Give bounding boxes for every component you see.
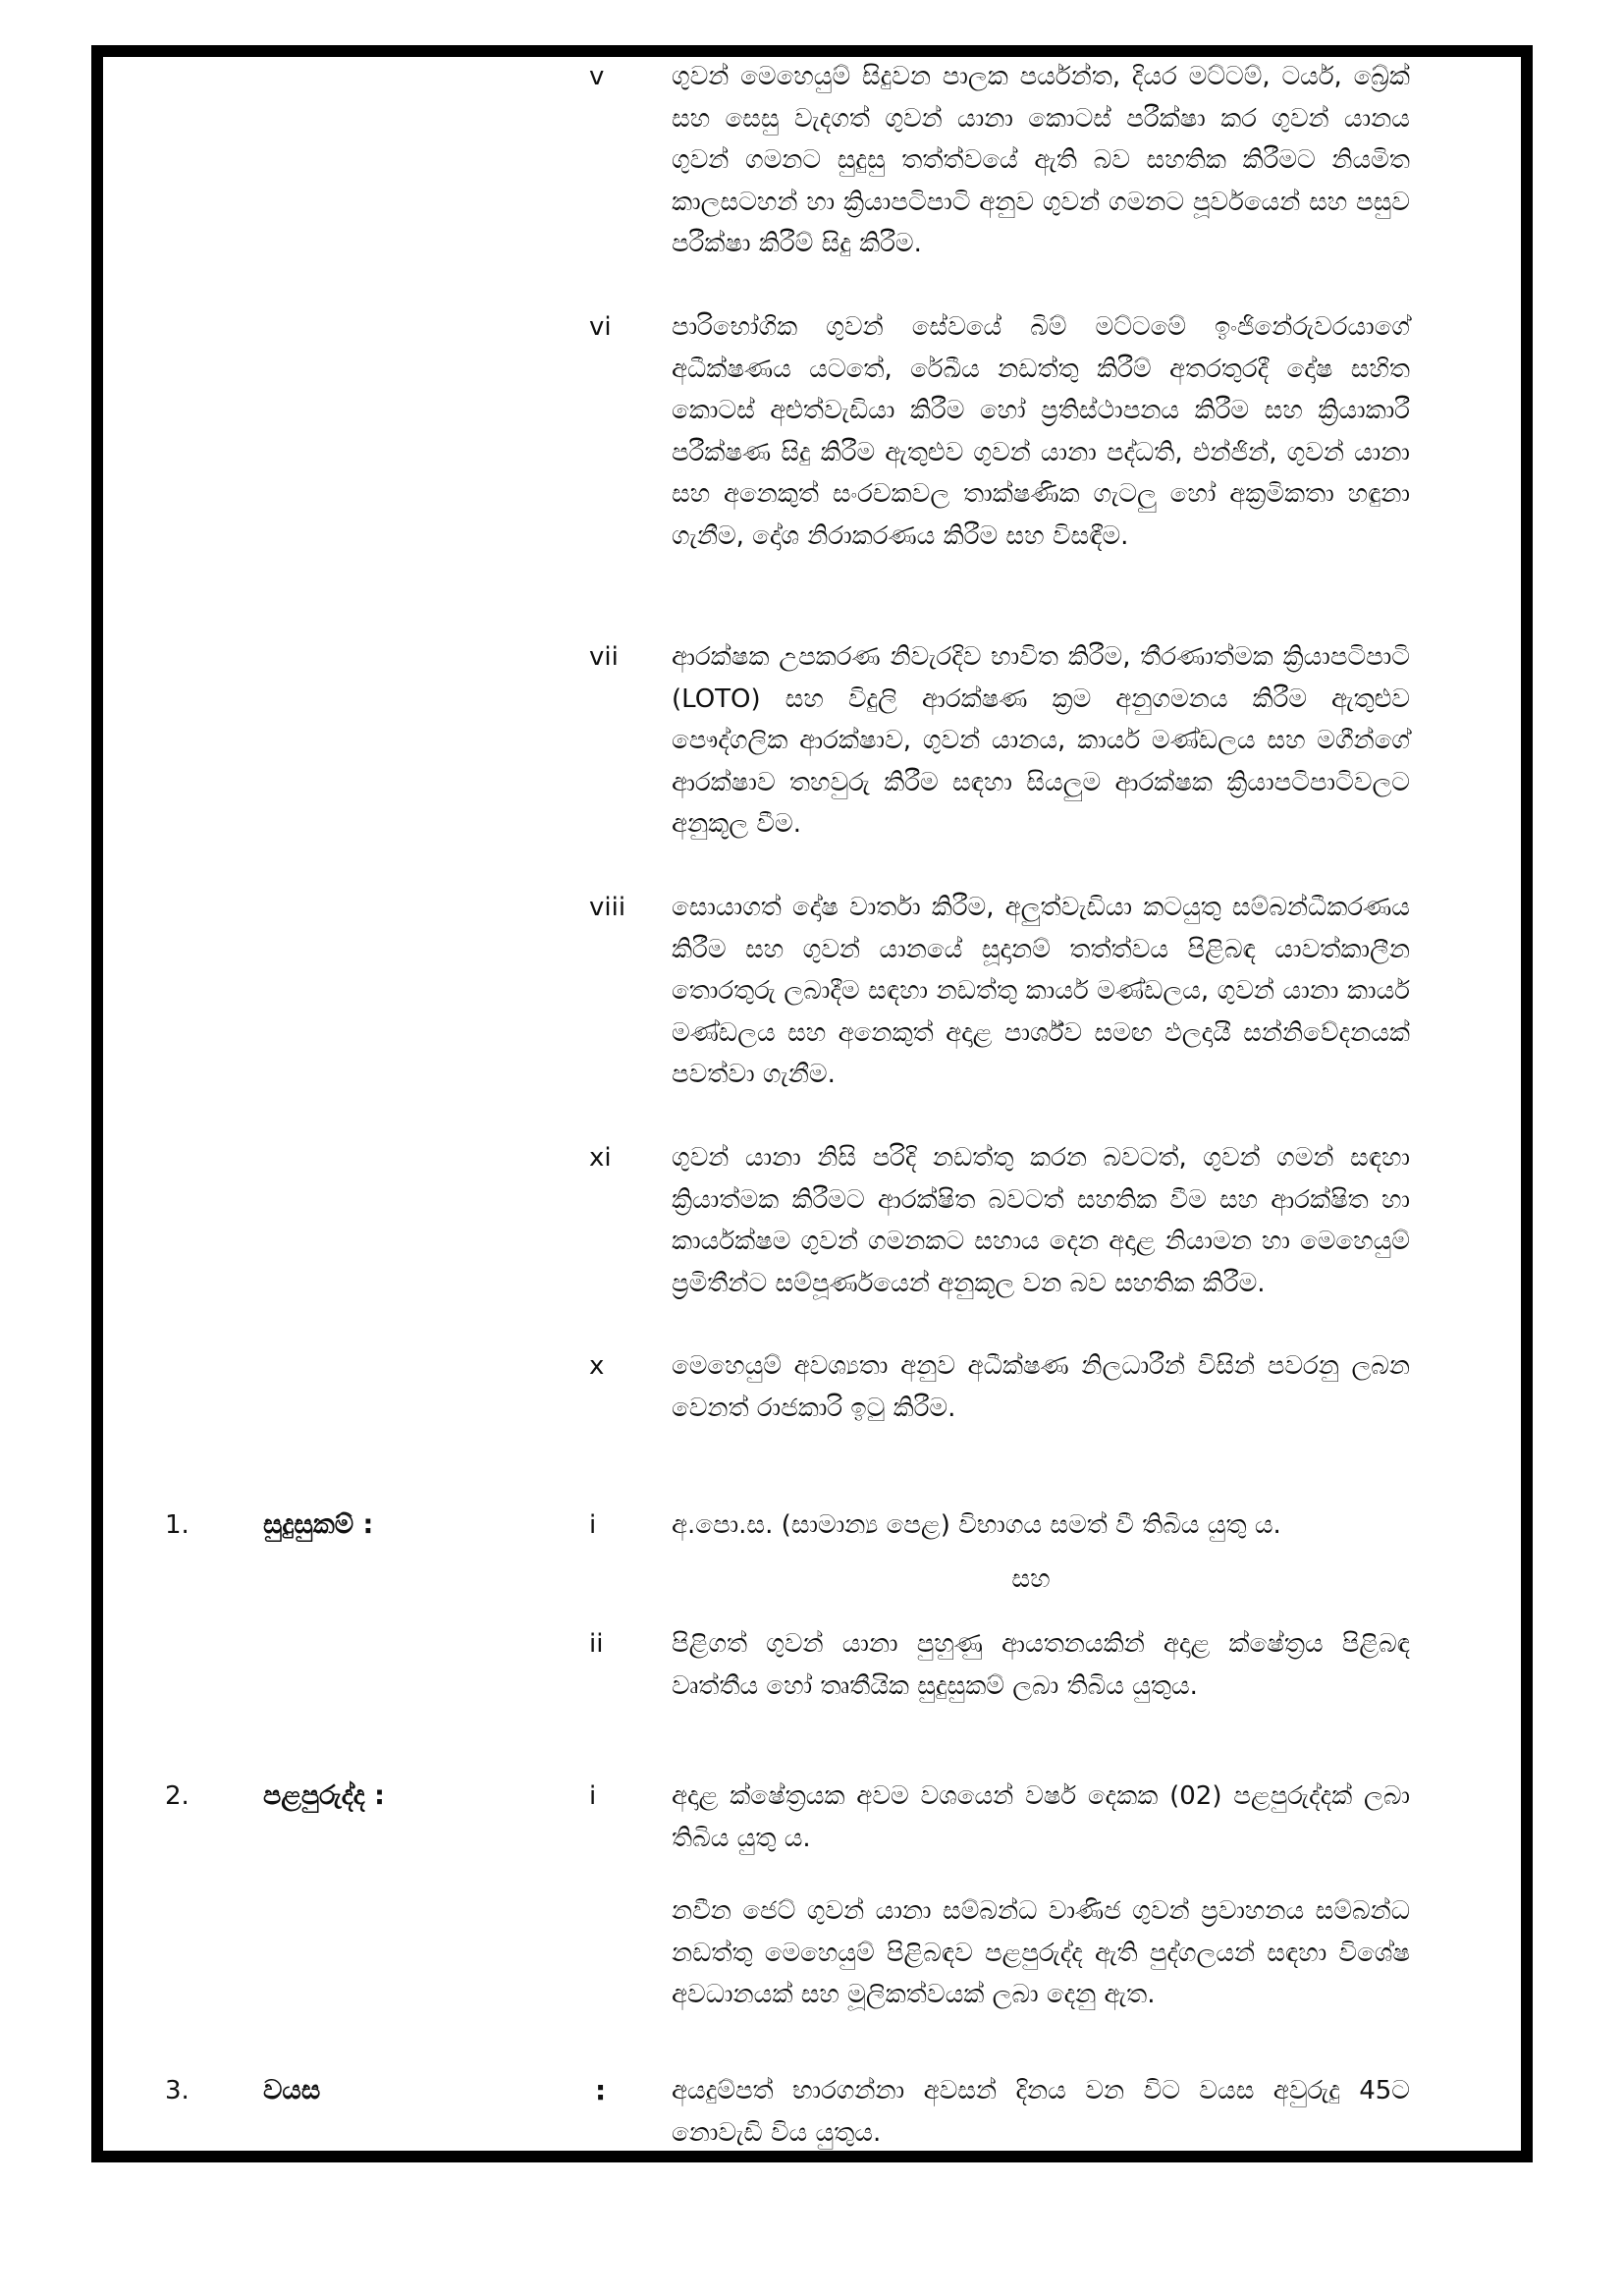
duty-numeral: viii [589, 893, 626, 922]
experience-numeral: i [589, 1781, 597, 1811]
experience-item [589, 1776, 1410, 1864]
duty-item [589, 56, 1410, 292]
duty-text: ගුවන් මෙහෙයුම් සිදුවන පාලක පර්යන්ත, දියර මට්ටම්, ටයර්, බ්‍රේක් සහ සෙසු වැදගත් ගුවන් යානා කොටස් පරීක්ෂා කර ගුවන් යානය ගුවන් ගමනට සුදුසු තත්ත්වයේ ඇති බව සහතික කිරීමට නියමිත කාලසටහන් හා ක්‍රියාපටිපාටි අනුව ගුවන් ගමනට පූර්වයෙන් සහ පසුව පරීක්ෂා කිරීම් සිදු කිරීම. [672, 62, 1410, 258]
section-heading-age: වයස [263, 2075, 321, 2105]
conjunction-and: සහ [1011, 1564, 1051, 1594]
section-number: 1. [165, 1510, 189, 1540]
age-text: අයදුම්පත් භාරගන්නා අවසන් දිනය වන විට වයස අවුරුදු 45ට නොවැඩි විය යුතුය. [672, 2076, 1410, 2148]
duty-numeral: vii [589, 642, 619, 672]
duty-text: ආරක්ෂක උපකරණ නිවැරදිව භාවිත කිරීම, තීරණාත්මක ක්‍රියාපටිපාටි (LOTO) සහ විදුලි ආරක්ෂණ ක්‍රම අනුගමනය කිරීම ඇතුළුව පෞද්ගලික ආරක්ෂාව, ගුවන් යානය, කාර්ය මණ්ඩලය සහ මගීන්ගේ ආරක්ෂාව තහවුරු කිරීම සඳහා සියලුම ආරක්ෂක ක්‍රියාපටිපාටිවලට අනුකූල වීම. [672, 642, 1410, 839]
duty-text: මෙහෙයුම් අවශ්‍යතා අනුව අධීක්ෂණ නිලධාරීන් විසින් පවරනු ලබන වෙනත් රාජකාරි ඉටු කිරීම. [672, 1351, 1410, 1423]
section-number: 2. [165, 1781, 189, 1811]
duty-numeral: x [589, 1351, 605, 1381]
experience-note-text: නවීන ජෙට් ගුවන් යානා සම්බන්ධ වාණිජ ගුවන් ප්‍රවාහනය සම්බන්ධ නඩත්තු මෙහෙයුම් පිළිබඳව පළපුරුද්ද ඇති පුද්ගලයන් සඳහා විශේෂ අවධානයක් සහ මූලිකත්වයක් ලබා දෙනු ඇත. [672, 1896, 1410, 2009]
duty-numeral: v [589, 62, 605, 91]
age-item [589, 2070, 1410, 2159]
section-number: 3. [165, 2076, 189, 2105]
duty-numeral: xi [589, 1143, 612, 1173]
duty-item [589, 887, 1410, 1113]
qualification-numeral: i [589, 1510, 597, 1540]
section-heading-qualifications: සුදුසුකම් : [263, 1509, 374, 1540]
duty-numeral: vi [589, 312, 612, 342]
duty-item [589, 306, 1410, 601]
duty-item [589, 1345, 1410, 1434]
duty-text: පාරිභෝගික ගුවන් සේවයේ බිම් මට්ටමේ ඉංජිනේරුවරයාගේ අධීක්ෂණය යටතේ, රේඛීය නඩත්තු කිරීම් අතරතුරදී දෝෂ සහිත කොටස් අළුත්වැඩියා කිරීම හෝ ප්‍රතිස්ථාපනය කිරීම සහ ක්‍රියාකාරී පරීක්ෂණ සිදු කිරීම ඇතුළුව ගුවන් යානා පද්ධති, එන්ජින්, ගුවන් යානා සහ අනෙකුත් සංරචකවල තාක්ෂණික ගැටලු හෝ අක්‍රමිකතා හඳුනා ගැනීම, දෝශ නිරාකරණය කිරීම සහ විසඳීම. [672, 312, 1410, 551]
experience-note [589, 1890, 1410, 2067]
qualification-item [589, 1504, 1410, 1554]
age-colon: : [595, 2074, 607, 2106]
duty-item [589, 636, 1410, 862]
duty-text: සොයාගත් දෝෂ වාර්තා කිරීම, අලුත්වැඩියා කටයුතු සම්බන්ධීකරණය කිරීම සහ ගුවන් යානයේ සූදානම් තත්ත්වය පිළිබඳ යාවත්කාලීන තොරතුරු ලබාදීම සඳහා නඩත්තු කාර්ය මණ්ඩලය, ගුවන් යානා කාර්ය මණ්ඩලය සහ අනෙකුත් අදාළ පාර්ශ්ව සමඟ ඵලදායී සන්නිවේදනයක් පවත්වා ගැනීම. [672, 893, 1410, 1089]
qualification-text: අ.පො.ස. (සාමාන්‍ය පෙළ) විභාගය සමත් වී තිබිය යුතු ය. [672, 1510, 1281, 1540]
section-heading-experience: පළපුරුද්ද : [263, 1780, 385, 1811]
qualification-numeral: ii [589, 1629, 604, 1659]
qualification-item [589, 1623, 1410, 1751]
duty-text: ගුවන් යානා නිසි පරිදි නඩත්තු කරන බවටත්, ගුවන් ගමන් සඳහා ක්‍රියාත්මක කිරීමට ආරක්ෂිත බවටත් සහතික වීම සහ ආරක්ෂිත හා කාර්යක්ෂම ගුවන් ගමනකට සහාය දෙන අදාළ නියාමන හා මෙහෙයුම් ප්‍රමිතීන්ට සම්පූර්ණයෙන් අනුකූල වන බව සහතික කිරීම. [672, 1143, 1410, 1298]
experience-text: අදාළ ක්ෂේත්‍රයක අවම වශයෙන් වර්ෂ දෙකක (02) පළපුරුද්දක් ලබා තිබිය යුතු ය. [672, 1781, 1410, 1853]
qualification-text: පිළිගත් ගුවන් යානා පුහුණු ආයතනයකින් අදාළ ක්ෂේත්‍රය පිළිබඳ වෘත්තීය හෝ තෘතීයික සුදුසුකම් ලබා තිබිය යුතුය. [672, 1629, 1410, 1701]
duty-item [589, 1137, 1410, 1314]
